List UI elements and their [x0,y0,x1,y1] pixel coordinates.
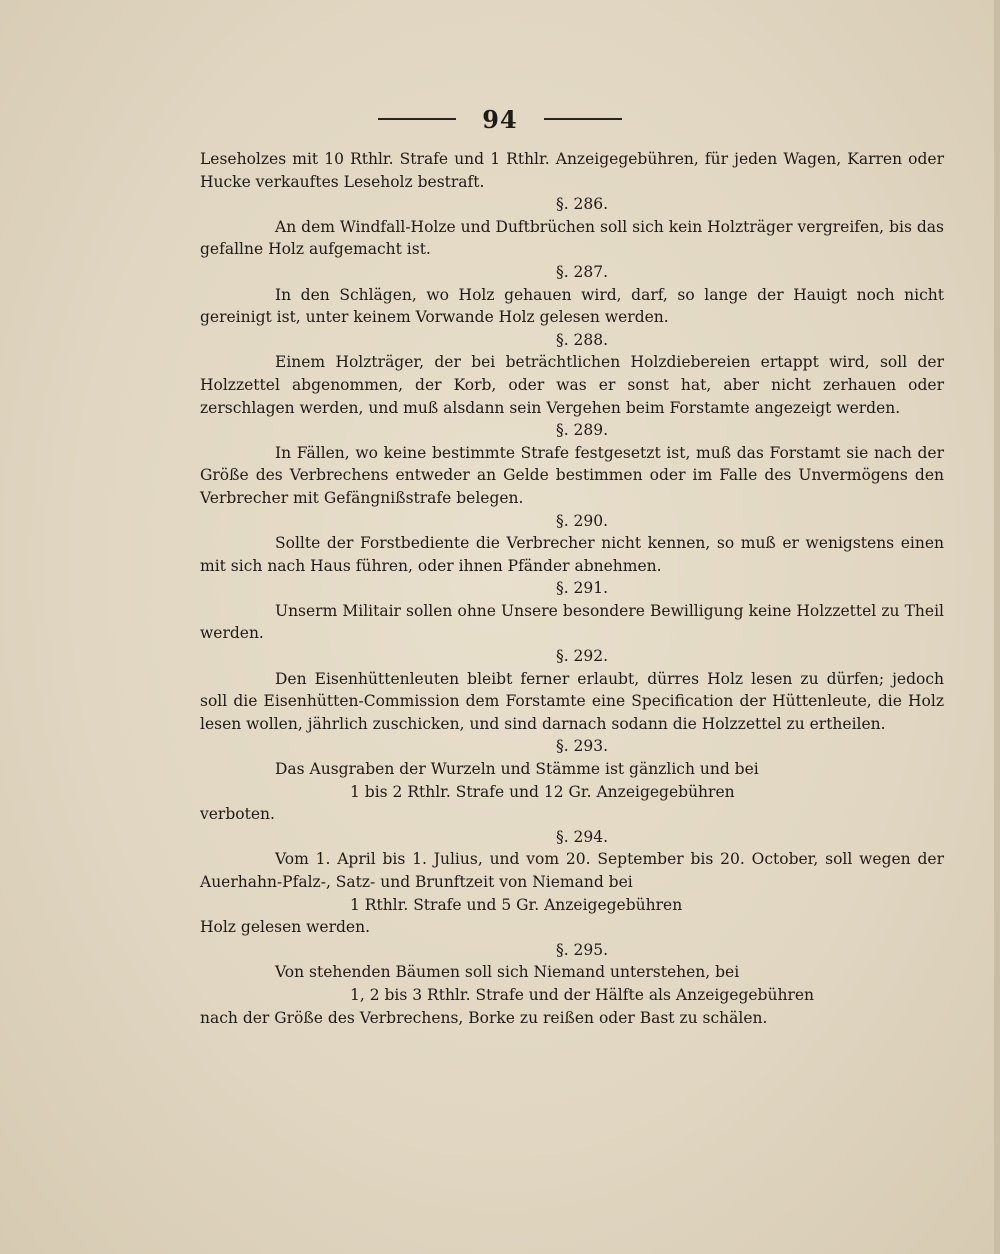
header-rule-right [544,118,622,120]
paragraph: Holz gelesen werden. [200,918,371,937]
penalty-line: 1 bis 2 Rthlr. Strafe und 12 Gr. Anzeigegebühren [350,782,735,801]
header-rule-left [378,118,456,120]
paragraph: Den Eisenhüttenleuten bleibt ferner erlaubt, dürres Holz lesen zu dürfen; jedoch soll die Eisenhütten-Commission dem Forstamte eine Specification der Hüttenleute, die Holz lesen wollen, jährlich zuschicken, und sind darnach sodann die Holzzettel zu ertheilen. [200,669,944,733]
page-number: 94 [482,104,518,134]
paragraph: An dem Windfall-Holze und Duftbrüchen soll sich kein Holzträger vergreifen, bis das gefallne Holz aufgemacht ist. [200,217,944,259]
paragraph: In Fällen, wo keine bestimmte Strafe festgesetzt ist, muß das Forstamt sie nach der Größe des Verbrechens entweder an Gelde bestimmen oder im Falle des Unvermögens den Verbrecher mit Gefängnißstrafe belegen. [200,443,944,507]
paragraph: verboten. [200,805,275,824]
paragraph: Leseholzes mit 10 Rthlr. Strafe und 1 Rthlr. Anzeigegebühren, für jeden Wagen, Karren oder Hucke verkauftes Leseholz bestraft. [200,150,944,191]
page-edge [994,0,1000,1254]
section-number: §. 286. [555,195,609,214]
paragraph: Unserm Militair sollen ohne Unsere besondere Bewilligung keine Holzzettel zu Theil werden. [200,601,944,643]
penalty-line: 1 Rthlr. Strafe und 5 Gr. Anzeigegebühren [350,895,683,914]
paragraph: Von stehenden Bäumen soll sich Niemand unterstehen, bei [275,963,740,982]
page-header [0,104,1000,134]
paragraph: Das Ausgraben der Wurzeln und Stämme ist gänzlich und bei [275,760,759,779]
section-number: §. 294. [555,827,609,846]
section-number: §. 291. [555,579,609,598]
paragraph: Einem Holzträger, der bei beträchtlichen Holzdiebereien ertappt wird, soll der Holzzettel abgenommen, der Korb, oder was er sonst hat, aber nicht zerhauen oder zerschlagen werden, und muß alsdann sein Vergehen beim Forstamte angezeigt werden. [200,353,944,417]
section-number: §. 290. [555,511,609,530]
section-number: §. 292. [555,647,609,666]
paragraph: In den Schlägen, wo Holz gehauen wird, darf, so lange der Hauigt noch nicht gereinigt ist, unter keinem Vorwande Holz gelesen werden. [200,285,944,327]
section-number: §. 293. [555,737,609,756]
penalty-line: 1, 2 bis 3 Rthlr. Strafe und der Hälfte als Anzeigegebühren [350,985,815,1004]
section-number: §. 289. [555,421,609,440]
section-number: §. 295. [555,940,609,959]
section-number: §. 288. [555,330,609,349]
section-number: §. 287. [555,262,609,281]
paragraph: Vom 1. April bis 1. Julius, und vom 20. September bis 20. October, soll wegen der Auerhahn-Pfalz-, Satz- und Brunftzeit von Niemand bei [200,850,944,891]
paragraph: Sollte der Forstbediente die Verbrecher nicht kennen, so muß er wenigstens einen mit sich nach Haus führen, oder ihnen Pfänder abnehmen. [200,534,944,575]
page-body [200,148,944,1029]
paragraph: nach der Größe des Verbrechens, Borke zu reißen oder Bast zu schälen. [200,1008,768,1027]
